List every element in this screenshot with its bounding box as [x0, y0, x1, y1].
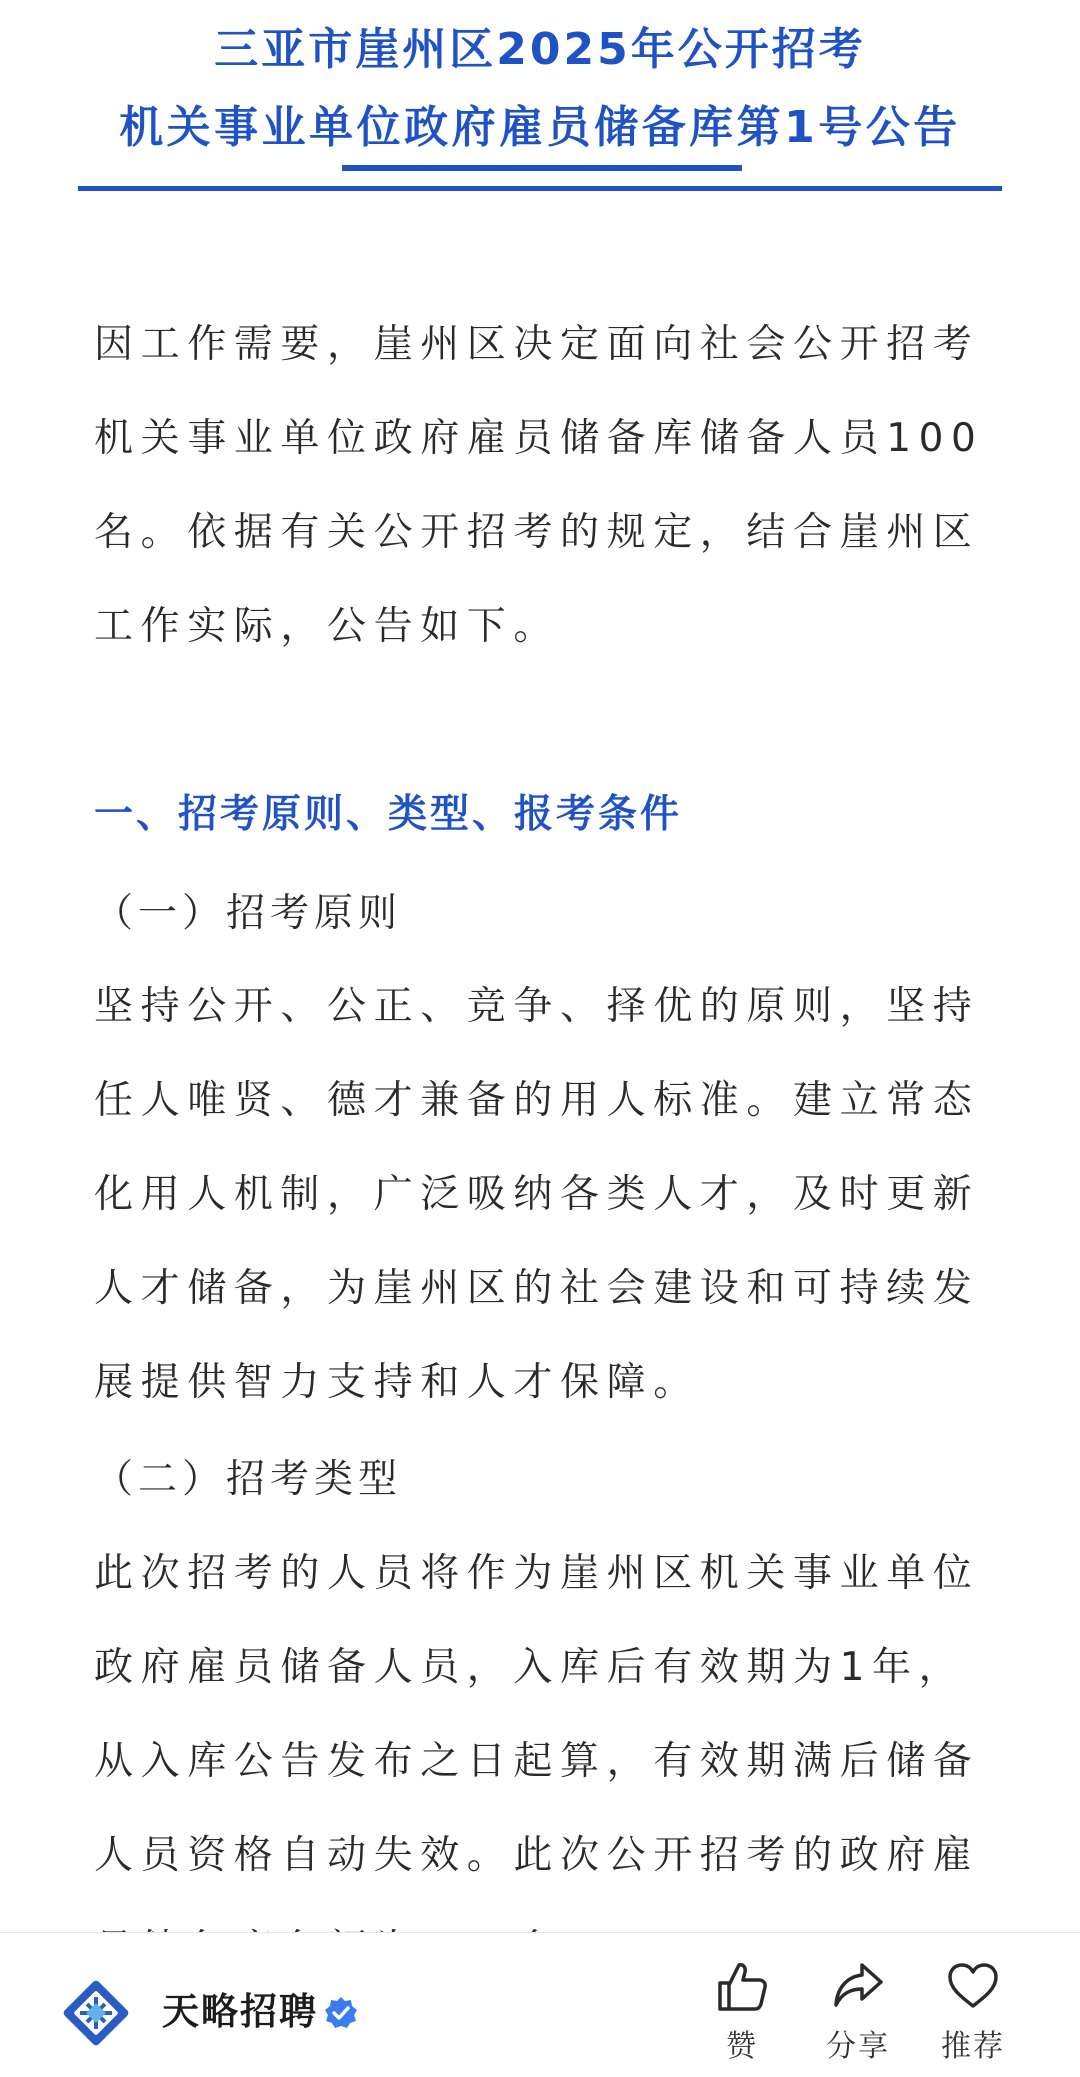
subheading-type: （二）招考类型 [94, 1457, 403, 1502]
recommend-button[interactable] [928, 1959, 1018, 2074]
title-underline-accent [342, 165, 742, 171]
article-title [78, 8, 1002, 184]
like-label: 赞 [726, 2029, 758, 2064]
thumbs-up-icon [715, 1959, 769, 2013]
verified-badge-icon [324, 1996, 358, 2030]
tianlue-logo-icon[interactable] [56, 1973, 136, 2053]
share-arrow-icon [831, 1959, 885, 2013]
share-button[interactable] [813, 1959, 903, 2074]
title-line-1: 三亚市崖州区2025年公开招考 [214, 24, 866, 75]
bottom-action-bar [0, 1932, 1080, 2077]
title-line-2: 机关事业单位政府雇员储备库第1号公告 [119, 102, 961, 153]
subheading-principle: （一）招考原则 [94, 891, 403, 936]
intro-paragraph: 因工作需要，崖州区决定面向社会公开招考机关事业单位政府雇员储备库储备人员100名。依据有关公开招考的规定，结合崖州区工作实际，公告如下。 [94, 322, 984, 649]
account-name[interactable]: 天略招聘 [162, 1990, 318, 2033]
share-label: 分享 [826, 2029, 890, 2064]
recommend-label: 推荐 [941, 2029, 1005, 2064]
heart-icon [946, 1959, 1000, 2013]
title-divider [78, 186, 1002, 191]
type-paragraph: 此次招考的人员将作为崖州区机关事业单位政府雇员储备人员，入库后有效期为1年，从入库公告发布之日起算，有效期满后储备人员资格自动失效。此次公开招考的政府雇 [94, 1551, 980, 1878]
like-button[interactable] [697, 1959, 787, 2074]
principle-paragraph: 坚持公开、公正、竞争、择优的原则，坚持任人唯贤、德才兼备的用人标准。建立常态化用人机制，广泛吸纳各类人才，及时更新人才储备，为崖州区的社会建设和可持续发展提供智力支持和人才保障。 [94, 984, 980, 1405]
section-heading-1: 一、招考原则、类型、报考条件 [94, 792, 683, 837]
